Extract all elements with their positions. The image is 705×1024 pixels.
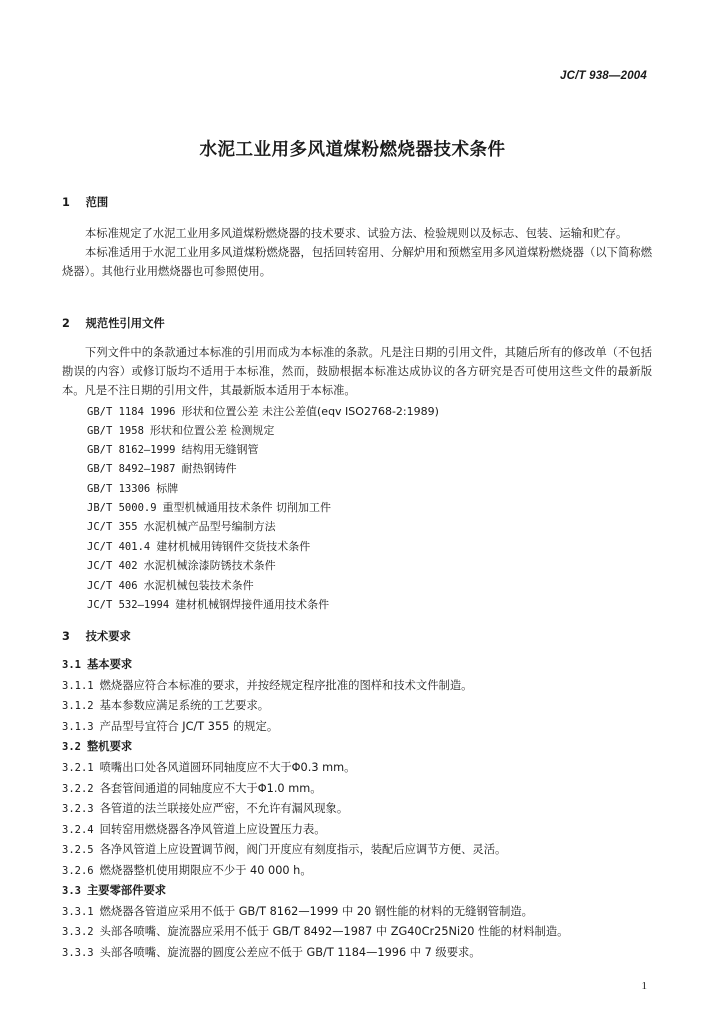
clause-heading: 3.2 整机要求: [62, 740, 133, 753]
clause-item: 3.2.5 各净风管道上应设置调节阀，阀门开度应有刻度指示，装配后应调节方便、灵活。: [62, 843, 507, 856]
scope-paragraph-1: 本标准规定了水泥工业用多风道煤粉燃烧器的技术要求、试验方法、检验规则以及标志、包装、运输和贮存。: [85, 227, 628, 240]
reference-item: GB/T 1184 1996 形状和位置公差 未注公差值(eqv ISO2768-2:1989): [87, 405, 439, 418]
clause-item: 3.1.3 产品型号宜符合 JC/T 355 的规定。: [62, 720, 279, 733]
section-1-body: [62, 224, 652, 281]
clause-item: 3.2.3 各管道的法兰联接处应严密，不允许有漏风现象。: [62, 802, 349, 815]
section-1-title: 范围: [85, 196, 109, 209]
section-2-title: 规范性引用文件: [85, 317, 165, 330]
section-2-heading: [62, 317, 165, 331]
standard-code: JC/T 938—2004: [560, 70, 647, 82]
section-3-number: 3: [62, 630, 70, 643]
clause-item: 3.3.3 头部各喷嘴、旋流器的圆度公差应不低于 GB/T 1184—1996 中 7 级要求。: [62, 946, 481, 959]
document-title: 水泥工业用多风道煤粉燃烧器技术条件: [199, 140, 506, 160]
section-3-heading: [62, 630, 131, 644]
reference-item: GB/T 8492—1987 耐热钢铸件: [87, 462, 237, 475]
clause-item: 3.1.2 基本参数应满足系统的工艺要求。: [62, 699, 270, 712]
scope-paragraph-2: 本标准适用于水泥工业用多风道煤粉燃烧器，包括回转窑用、分解炉用和预燃室用多风道煤粉燃烧器（以下简称燃烧器）。其他行业用燃烧器也可参照使用。: [62, 246, 652, 278]
clause-item: 3.2.4 回转窑用燃烧器各净风管道上应设置压力表。: [62, 823, 326, 836]
clause-heading: 3.1 基本要求: [62, 658, 133, 671]
reference-item: GB/T 13306 标牌: [87, 482, 179, 495]
clause-heading: 3.3 主要零部件要求: [62, 884, 167, 897]
page-number: 1: [641, 980, 647, 992]
reference-item: JC/T 402 水泥机械涂漆防锈技术条件: [87, 559, 276, 572]
section-2-intro: [62, 343, 652, 400]
reference-item: JC/T 406 水泥机械包装技术条件: [87, 579, 254, 592]
section-1-number: 1: [62, 196, 70, 209]
section-3-title: 技术要求: [85, 630, 131, 643]
reference-item: JC/T 401.4 建材机械用铸钢件交货技术条件: [87, 540, 311, 553]
clause-item: 3.1.1 燃烧器应符合本标准的要求，并按经规定程序批准的图样和技术文件制造。: [62, 679, 473, 692]
clause-item: 3.2.2 各套管间通道的同轴度应不大于Φ1.0 mm。: [62, 782, 322, 795]
reference-item: JB/T 5000.9 重型机械通用技术条件 切削加工件: [87, 501, 332, 514]
clause-item: 3.2.6 燃烧器整机使用期限应不少于 40 000 h。: [62, 864, 312, 877]
reference-item: GB/T 8162—1999 结构用无缝钢管: [87, 443, 259, 456]
reference-item: GB/T 1958 形状和位置公差 检测规定: [87, 424, 275, 437]
normative-references-intro: 下列文件中的条款通过本标准的引用而成为本标准的条款。凡是注日期的引用文件，其随后所有的修改单（不包括勘误的内容）或修订版均不适用于本标准，然而，鼓励根据本标准达成协议的各方研究是否可使用这些文件的最新版本。凡是不注日期的引用文件，其最新版本适用于本标准。: [62, 346, 652, 397]
clause-item: 3.3.2 头部各喷嘴、旋流器应采用不低于 GB/T 8492—1987 中 ZG40Cr25Ni20 性能的材料制造。: [62, 925, 569, 938]
reference-item: JC/T 532—1994 建材机械钢焊接件通用技术条件: [87, 598, 330, 611]
clause-item: 3.2.1 喷嘴出口处各风道圆环同轴度应不大于Φ0.3 mm。: [62, 761, 356, 774]
section-1-heading: [62, 196, 108, 210]
clause-item: 3.3.1 燃烧器各管道应采用不低于 GB/T 8162—1999 中 20 钢性能的材料的无缝钢管制造。: [62, 905, 533, 918]
reference-item: JC/T 355 水泥机械产品型号编制方法: [87, 520, 276, 533]
section-2-number: 2: [62, 317, 70, 330]
